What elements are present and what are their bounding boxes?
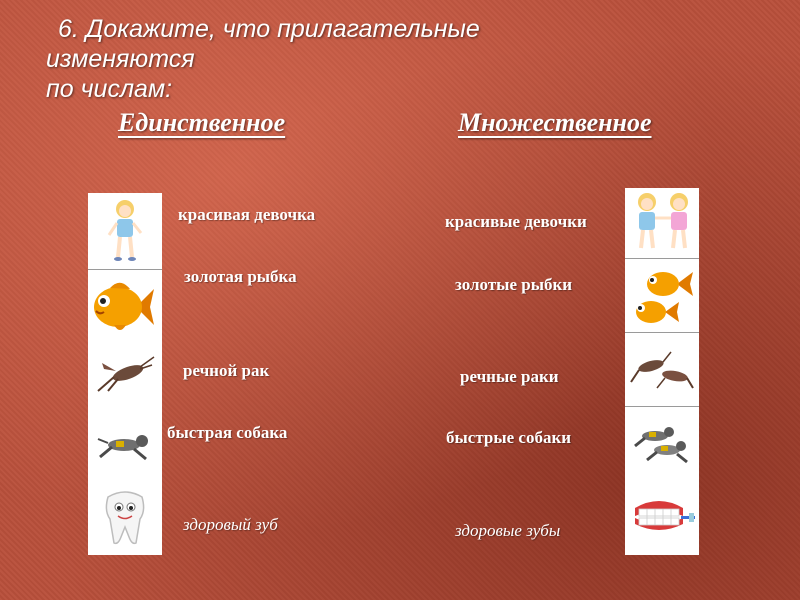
crayfish-icon — [94, 353, 156, 393]
title-line-3: по числам: — [46, 75, 173, 103]
two-crayfish-icon — [629, 348, 695, 392]
phrase-plural-3: речные раки — [460, 367, 559, 386]
goldfish-icon — [92, 277, 156, 337]
singular-picture-strip — [88, 193, 162, 555]
singular-heading: Единственное — [118, 108, 286, 137]
running-dog-icon — [96, 429, 154, 463]
phrase-plural-2: золотые рыбки — [455, 275, 573, 294]
two-girls-icon — [629, 190, 697, 256]
two-goldfish-icon — [629, 264, 695, 328]
plural-heading: Множественное — [458, 108, 652, 137]
phrase-singular-4: быстрая собака — [167, 423, 288, 442]
strip-divider — [625, 258, 699, 259]
phrase-singular-1: красивая девочка — [178, 205, 316, 224]
phrase-singular-5: здоровый зуб — [183, 515, 278, 534]
plural-picture-strip — [625, 188, 699, 555]
girl-icon — [105, 197, 145, 267]
phrase-plural-5: здоровые зубы — [455, 521, 561, 540]
phrase-singular-3: речной рак — [183, 361, 270, 380]
phrase-singular-2: золотая рыбка — [184, 267, 297, 286]
strip-divider — [625, 332, 699, 333]
two-dogs-icon — [629, 420, 695, 464]
strip-divider — [625, 406, 699, 407]
title-line-2: изменяются — [46, 45, 195, 73]
phrase-plural-4: быстрые собаки — [446, 428, 572, 447]
denture-icon — [629, 494, 695, 540]
slide-title — [46, 14, 646, 104]
tooth-icon — [102, 489, 148, 547]
strip-divider — [88, 269, 162, 270]
phrase-plural-1: красивые девочки — [445, 212, 587, 231]
title-line-1: 6. Докажите, что прилагательные — [58, 15, 480, 43]
